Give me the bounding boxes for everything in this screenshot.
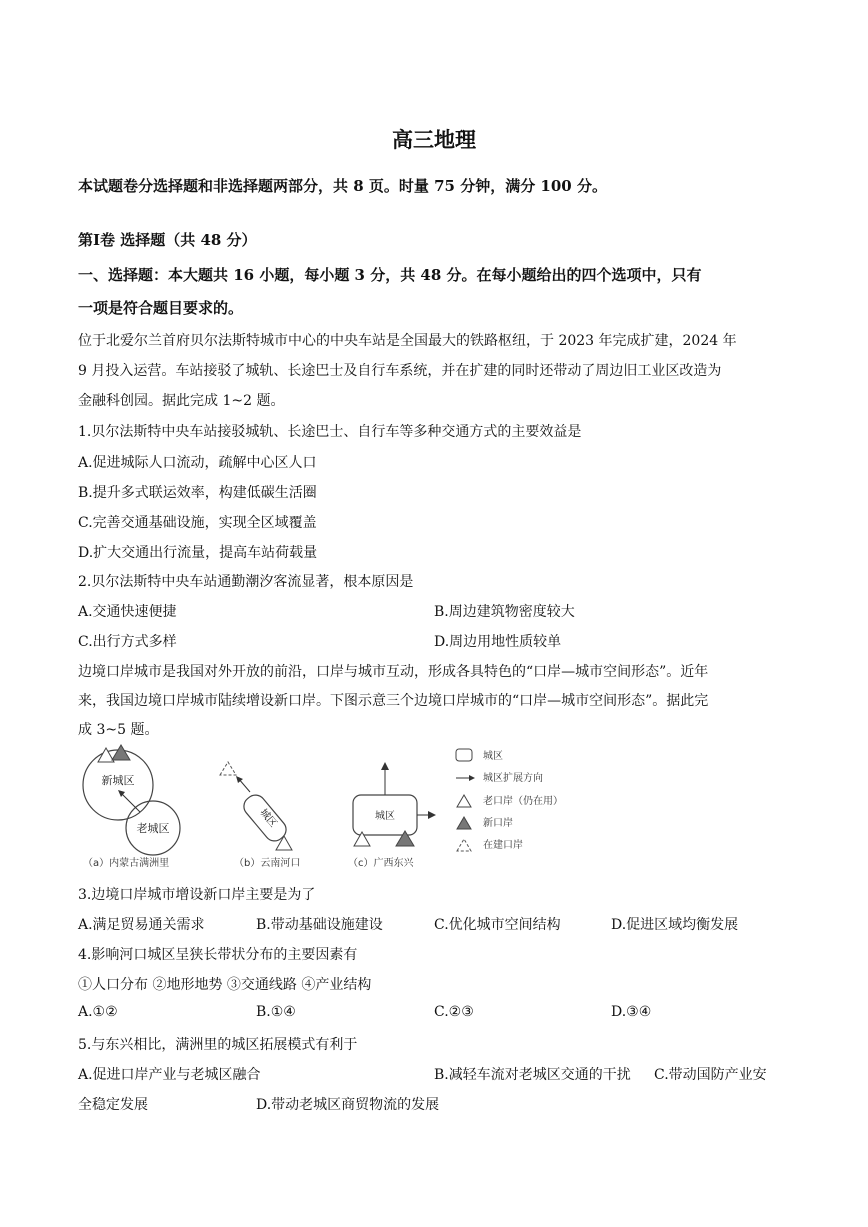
q4-option-b: B.①④ (256, 1004, 296, 1020)
q4-option-a: A.①② (78, 1004, 118, 1020)
expansion-arrow (121, 793, 140, 812)
legend-old-port-label: 老口岸（仍在用） (483, 796, 563, 807)
passage2-line-3: 成 3~5 题。 (78, 722, 159, 738)
q1-option-b: B.提升多式联运效率，构建低碳生活圈 (78, 485, 317, 501)
q3-stem: 3.边境口岸城市增设新口岸主要是为了 (78, 887, 316, 903)
q3-option-d: D.促进区域均衡发展 (611, 917, 739, 933)
q4-options (78, 1004, 798, 1026)
q5-option-c-continued: 全稳定发展 (78, 1097, 148, 1113)
q4-items: ①人口分布 ②地形地势 ③交通线路 ④产业结构 (78, 977, 372, 993)
legend-expand-label: 城区扩展方向 (483, 773, 543, 784)
legend-urban-label: 城区 (483, 751, 503, 762)
q1-option-c: C.完善交通基础设施，实现全区域覆盖 (78, 515, 317, 531)
q5-option-a: A.促进口岸产业与老城区融合 (78, 1067, 261, 1083)
diagram-b (220, 762, 300, 869)
q3-option-b: B.带动基础设施建设 (256, 917, 383, 933)
q4-option-d: D.③④ (611, 1004, 652, 1020)
q3-option-c: C.优化城市空间结构 (434, 917, 561, 933)
caption-c: （c）广西东兴 (348, 858, 414, 869)
q2-stem: 2.贝尔法斯特中央车站通勤潮汐客流显著，根本原因是 (78, 574, 414, 590)
diagram-a (83, 745, 180, 869)
q5-option-c: C.带动国防产业安 (654, 1067, 767, 1083)
caption-b: （b）云南河口 (234, 858, 301, 869)
q2-options-row-2 (78, 631, 798, 653)
passage2-line-2: 来，我国边境口岸城市陆续增设新口岸。下图示意三个边境口岸城市的“口岸—城市空间形态”。据此完 (78, 693, 709, 709)
q5-options-row-2 (78, 1094, 798, 1116)
legend-urban-icon (456, 749, 472, 761)
q3-options (78, 914, 798, 936)
q2-option-d: D.周边用地性质较单 (434, 634, 562, 650)
old-port-icon-b (276, 836, 292, 850)
city-b-label: 城区 (257, 807, 279, 830)
q5-option-b: B.减轻车流对老城区交通的干扰 (434, 1067, 631, 1083)
q1-option-a: A.促进城际人口流动，疏解中心区人口 (78, 455, 317, 471)
section-heading: 第Ⅰ卷 选择题（共 48 分） (78, 231, 257, 249)
new-port-icon-c (396, 831, 414, 846)
passage1-line-3: 金融科创园。据此完成 1~2 题。 (78, 393, 285, 409)
legend-new-port-icon (457, 817, 471, 829)
q1-stem: 1.贝尔法斯特中央车站接驳城轨、长途巴士、自行车等多种交通方式的主要效益是 (78, 424, 582, 440)
port-city-diagram (78, 740, 598, 875)
exam-intro: 本试题卷分选择题和非选择题两部分，共 8 页。时量 75 分钟，满分 100 分。 (78, 177, 607, 195)
q5-options-row-1 (78, 1064, 798, 1086)
q1-option-d: D.扩大交通出行流量，提高车站荷载量 (78, 545, 318, 561)
city-c-label: 城区 (375, 811, 395, 822)
passage1-line-2: 9 月投入运营。车站接驳了城轨、长途巴士及自行车系统，并在扩建的同时还带动了周边旧工业区改造为 (78, 363, 722, 379)
q5-stem: 5.与东兴相比，满洲里的城区拓展模式有利于 (78, 1037, 358, 1053)
passage2-line-1: 边境口岸城市是我国对外开放的前沿，口岸与城市互动，形成各具特色的“口岸—城市空间形态”。近年 (78, 664, 709, 680)
legend (456, 749, 563, 851)
legend-arrow-head (469, 775, 475, 781)
legend-building-port-icon (457, 839, 471, 851)
passage1-line-1: 位于北爱尔兰首府贝尔法斯特城市中心的中央车站是全国最大的铁路枢纽，于 2023 年完成扩建，2024 年 (78, 333, 737, 349)
q2-option-a: A.交通快速便捷 (78, 604, 177, 620)
q4-option-c: C.②③ (434, 1004, 474, 1020)
building-port-icon (220, 762, 236, 775)
arrow-head-c-up (381, 762, 389, 770)
q5-option-d: D.带动老城区商贸物流的发展 (256, 1097, 440, 1113)
new-city-label: 新城区 (101, 774, 135, 787)
caption-a: （a）内蒙古满洲里 (83, 858, 170, 869)
instruction-line-1: 一、选择题：本大题共 16 小题，每小题 3 分，共 48 分。在每小题给出的四个选项中，只有 (78, 266, 702, 284)
q2-options-row-1 (78, 601, 798, 623)
arrow-head-c-right (428, 811, 436, 819)
q3-option-a: A.满足贸易通关需求 (78, 917, 205, 933)
q2-option-c: C.出行方式多样 (78, 634, 177, 650)
legend-new-port-label: 新口岸 (483, 818, 513, 829)
q2-option-b: B.周边建筑物密度较大 (434, 604, 575, 620)
old-city-label: 老城区 (136, 822, 170, 835)
diagram-c (348, 762, 436, 869)
new-port-icon (112, 745, 130, 760)
page-title: 高三地理 (392, 128, 476, 152)
legend-building-port-label: 在建口岸 (483, 840, 523, 851)
instruction-line-2: 一项是符合题目要求的。 (78, 299, 244, 317)
legend-old-port-icon (457, 795, 471, 807)
q4-stem: 4.影响河口城区呈狭长带状分布的主要因素有 (78, 947, 358, 963)
